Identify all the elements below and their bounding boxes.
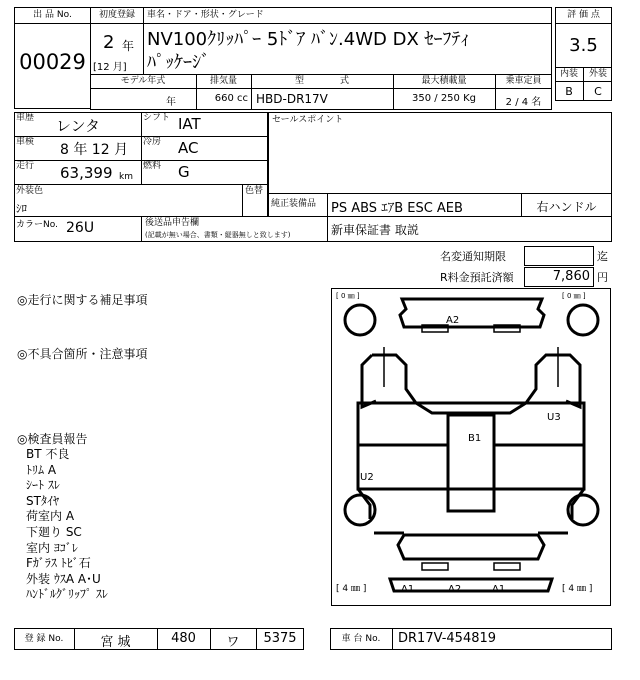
color-label: 外装色 [16, 186, 44, 196]
displacement: 660 cc [214, 93, 248, 104]
color-box [14, 184, 268, 217]
ac-label: 冷房 [143, 137, 162, 147]
inspector-note: ﾊﾝﾄﾞﾙｸﾞﾘｯﾌﾟ ｽﾚ [26, 587, 108, 602]
score-value: 3.5 [569, 35, 598, 56]
registration-label: 登 録 No. [24, 634, 64, 644]
lot-number: 00029 [19, 50, 86, 74]
equipment: PS ABS ｴｱB ESC AEB [331, 201, 463, 216]
capacity-label: 乗車定員 [505, 76, 542, 86]
inspector-note: ｼｰﾄ ｽﾚ [26, 478, 60, 493]
inspector-note: 外装 ｳｽA A･U [26, 571, 101, 586]
damage-mark: A1 [401, 584, 415, 595]
inspector-heading: ◎検査員報告 [17, 432, 88, 446]
name-change-label: 名変通知期限 [440, 250, 506, 263]
tire-tag-front-right: [ 0 ㎜ ] [562, 292, 586, 300]
color: ｼﾛ [16, 202, 27, 215]
displacement-label: 排気量 [209, 76, 237, 86]
inspector-note: STﾀｲﾔ [26, 493, 59, 508]
fuel-label: 燃料 [143, 161, 162, 171]
inspector-notes [26, 447, 108, 603]
name-change-unit: 迄 [597, 250, 608, 263]
damage-mark: A2 [446, 315, 460, 326]
model-name-line1: NV100ｸﾘｯﾊﾟｰ 5ﾄﾞｱ ﾊﾞﾝ.4WD DX ｾｰﾌﾃｨ [147, 29, 470, 50]
docs-label: 後送品申告欄 [145, 218, 200, 228]
docs-sub: (記載が無い場合、書類・縦器無しと致します) [145, 231, 291, 239]
damage-mark: A2 [448, 584, 462, 595]
model-year-unit: 年 [166, 97, 176, 108]
inspection-label: 車検 [16, 137, 35, 147]
history-label: 車歴 [16, 113, 35, 123]
damage-mark: U2 [360, 472, 374, 483]
first-registration-year-unit: 年 [122, 39, 135, 53]
score-label: 評 価 点 [567, 10, 600, 20]
inspector-note: 室内 ﾖｺﾞﾚ [26, 540, 78, 555]
fuel: G [178, 163, 190, 181]
model-name-line2: ﾊﾟｯｹｰｼﾞ [147, 52, 210, 73]
model-label: 車名・ドア・形状・グレード [147, 10, 264, 20]
damage-mark: A1 [492, 584, 506, 595]
tire-tag-front-left: [ 0 ㎜ ] [336, 292, 360, 300]
steering: 右ハンドル [536, 200, 597, 214]
interior-label: 内装 [559, 69, 578, 79]
registration-class: 480 [171, 631, 196, 646]
first-registration-label: 初度登録 [98, 10, 135, 20]
name-change-box [524, 246, 594, 266]
registration-area: 宮 城 [100, 635, 131, 650]
shift: IAT [178, 115, 201, 133]
type-label: 型 式 [294, 76, 349, 86]
registration-kana: ワ [226, 635, 240, 650]
first-registration-month: [12 月] [93, 62, 127, 73]
max-load-label: 最大積載量 [421, 76, 467, 86]
chassis-number: DR17V-454819 [398, 631, 497, 646]
color-number: 26U [66, 220, 95, 236]
recycle-label: R料金預託済額 [440, 271, 514, 284]
mileage-label: 走行 [16, 161, 35, 171]
inspector-note: BT 不良 [26, 447, 70, 461]
mileage-unit: km [119, 172, 133, 182]
sales-point-label: セールスポイント [272, 115, 344, 125]
inspector-note: ﾄﾘﾑ A [26, 462, 57, 477]
damage-mark: B1 [468, 433, 482, 444]
interior-grade: B [565, 85, 573, 98]
recycle-amount: 7,860 [552, 269, 590, 284]
tire-tag-rear-left: [ 4 ㎜ ] [336, 584, 367, 594]
inspector-note: 荷室内 A [26, 509, 75, 524]
color-change-label: 色替 [245, 186, 264, 196]
chassis-label: 車 台 No. [341, 634, 381, 644]
max-load: 350 / 250 Kg [412, 93, 476, 104]
docs: 新車保証書 取説 [331, 223, 419, 237]
vehicle-type: HBD-DR17V [256, 92, 328, 106]
driving-notes-heading: ◎走行に関する補足事項 [17, 293, 148, 307]
capacity: 2 / 4 名 [505, 97, 542, 108]
equipment-label: 純正装備品 [271, 199, 317, 209]
mileage: 63,399 [60, 164, 113, 182]
registration-number: 5375 [263, 631, 297, 646]
exterior-grade: C [594, 85, 602, 98]
inspection: 8 年 12 月 [60, 142, 129, 158]
defects-heading: ◎不具合箇所・注意事項 [17, 347, 148, 361]
model-year-label: モデル年式 [120, 76, 166, 86]
first-registration-year: 2 [103, 32, 115, 53]
exterior-label: 外装 [588, 69, 607, 79]
lot-number-label: 出 品 No. [33, 10, 72, 20]
shift-label: シフト [143, 113, 171, 123]
inspector-note: Fｶﾞﾗｽ ﾄﾋﾞ石 [26, 556, 91, 571]
tire-tag-rear-right: [ 4 ㎜ ] [562, 584, 593, 594]
recycle-unit: 円 [597, 271, 608, 284]
inspector-note: 下廻り SC [26, 524, 82, 539]
vehicle-condition-diagram [330, 287, 612, 607]
ac: AC [178, 139, 199, 157]
color-number-box [14, 216, 612, 242]
history: レンタ [56, 117, 101, 135]
color-number-label: カラーNo. [16, 220, 58, 230]
damage-mark: U3 [547, 412, 561, 423]
